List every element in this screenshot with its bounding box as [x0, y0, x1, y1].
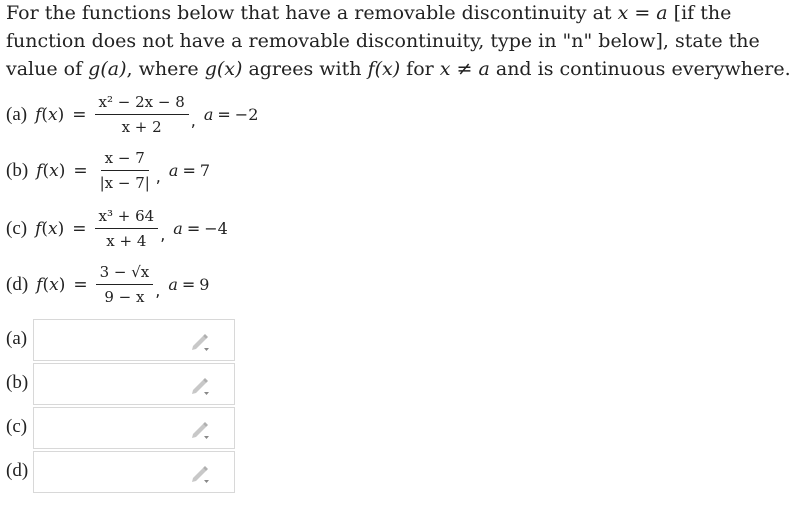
fraction [96, 262, 154, 307]
answer-label: (c) [6, 416, 28, 437]
answer-input-d[interactable] [33, 451, 235, 493]
denominator: x + 2 [121, 118, 162, 136]
answer-input-a[interactable] [33, 319, 235, 361]
pencil-icon[interactable] [190, 375, 210, 395]
denominator: 9 − x [104, 288, 145, 306]
problem-b: (b) f(x) = $\frac{x - 7}{|x - 7|}$ , a = 7 [6, 149, 211, 192]
problem-label: (a) [6, 103, 28, 125]
pencil-icon[interactable] [190, 419, 210, 439]
numerator: x − 7 [101, 148, 149, 171]
a-value: a = −2 [203, 105, 259, 124]
fraction [95, 92, 189, 137]
math-g-a: g(a) [88, 58, 127, 80]
question-intro: For the functions below that have a removable discontinuity at x = a [if the function does not have a removable discontinuity, type in "n" below], state the value of g(a), where g(x) agrees with f(x) for x ≠ a and is continuous everywhere. [6, 2, 791, 80]
problem-d: (d) f(x) = $\frac{3 - √x}{9 - x}$ , a = 9 [6, 263, 210, 306]
fraction [95, 206, 159, 251]
denominator: |x − 7| [99, 174, 150, 192]
pencil-icon[interactable] [190, 331, 210, 351]
problem-label: (d) [6, 273, 29, 295]
a-value: a = 7 [168, 161, 211, 180]
function-lhs: f(x) [35, 104, 65, 125]
problem-label: (c) [6, 217, 28, 239]
numerator: x³ + 64 [95, 206, 159, 229]
answer-input-c[interactable] [33, 407, 235, 449]
numerator: 3 − √x [96, 262, 154, 285]
problem-a: (a) f(x) = $\frac{\text{x² − 2x − 8}}{x + 2}$ , a = −2 [6, 93, 259, 136]
function-lhs: f(x) [36, 160, 66, 181]
a-value: a = 9 [168, 275, 210, 294]
answer-label: (a) [6, 328, 28, 349]
function-lhs: f(x) [35, 218, 65, 239]
answer-input-b[interactable] [33, 363, 235, 405]
numerator: x² − 2x − 8 [95, 92, 189, 115]
math-x-neq-a: x ≠ a [439, 58, 490, 80]
fraction [96, 148, 154, 193]
problem-c: (c) f(x) = $\frac{\text{x³ + 64}}{x + 4}$ , a = −4 [6, 207, 228, 250]
function-lhs: f(x) [36, 274, 66, 295]
math-x-eq-a: x = a [617, 2, 668, 24]
pencil-icon[interactable] [190, 463, 210, 483]
denominator: x + 4 [106, 232, 147, 250]
math-f-x: f(x) [367, 58, 401, 80]
a-value: a = −4 [173, 219, 228, 238]
answer-label: (b) [6, 372, 29, 393]
math-g-x: g(x) [204, 58, 243, 80]
problem-label: (b) [6, 159, 29, 181]
answer-label: (d) [6, 460, 29, 481]
